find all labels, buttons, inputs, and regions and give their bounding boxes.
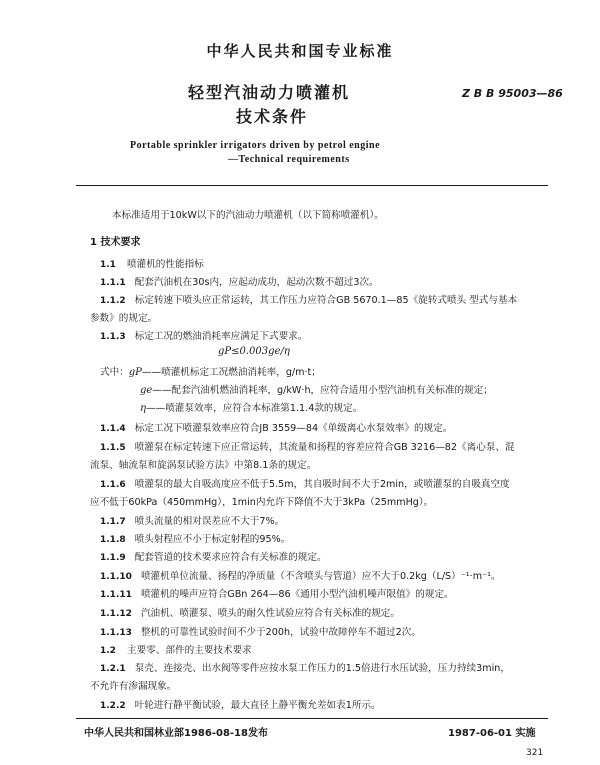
english-title-line1: Portable sprinkler irrigators driven by petrol engine	[130, 140, 381, 151]
clause-text: 标定工况下喷灌泵效率应符合JB 3559—84《单级离心水泵效率》的规定。	[134, 423, 453, 434]
clause-text: 配套汽油机在30s内，应起动成功，起动次数不超过3次。	[134, 277, 379, 288]
standard-title-line2: 技术条件	[236, 107, 309, 126]
clause-number: 1.1.8	[100, 535, 126, 545]
clause-1-1-1	[100, 274, 379, 288]
clause-1-1-9	[100, 549, 327, 563]
clause-text: 喷灌机的噪声应符合GBn 264—86《通用小型汽油机噪声限值》的规定。	[140, 589, 454, 600]
footer-divider	[76, 718, 548, 719]
clause-text: 喷灌机单位流量、扬程的净质量（不含喷头与管道）应不大于0.2kg（L/S）⁻¹·m⁻¹。	[140, 571, 501, 582]
clause-text: 标定转速下喷头应正常运转，其工作压力应符合GB 5670.1—85《旋转式喷头 型式与基本	[134, 295, 518, 306]
clause-number: 1.1.12	[100, 609, 132, 619]
symbol: η	[140, 403, 146, 414]
clause-text: 泵壳、连接壳、出水阀等零件应按水泵工作压力的1.5倍进行水压试验，压力持续3min，	[134, 663, 510, 674]
intro-paragraph: 本标准适用于10kW以下的汽油动力喷灌机（以下简称喷灌机）。	[112, 210, 384, 221]
clause-1-2	[100, 642, 252, 656]
clause-number: 1.1.2	[100, 296, 126, 306]
fuel-consumption-formula: gP≤0.003ge/η	[218, 346, 290, 357]
clause-number: 1.1.11	[100, 590, 132, 600]
clause-number: 1.1.4	[100, 424, 126, 434]
clause-text: 汽油机、喷灌泵、喷头的耐久性试验应符合有关标准的规定。	[140, 608, 400, 619]
symbol: gP	[128, 367, 142, 378]
clause-text: 喷灌泵在标定转速下应正常运转，其流量和扬程的容差应符合GB 3216—82《离心泵、混	[134, 442, 515, 453]
english-title-line2: —Technical requirements	[228, 154, 350, 165]
definition: ——喷灌泵效率，应符合本标准第1.1.4款的规定。	[146, 403, 363, 414]
clause-number: 1.1.1	[100, 278, 126, 288]
clause-1-2-2	[100, 697, 381, 711]
clause-1-1-10	[100, 568, 501, 582]
clause-number: 1.1	[100, 260, 116, 270]
clause-1-1-5	[100, 439, 515, 453]
where-line-1	[100, 364, 321, 378]
clause-number: 1.1.5	[100, 443, 126, 453]
clause-text: 标定工况的燃油消耗率应满足下式要求。	[134, 331, 308, 342]
section-1-heading: 1 技术要求	[90, 237, 141, 248]
definition: ——喷灌机标定工况燃油消耗率，g/m·t；	[141, 367, 321, 378]
clause-1-1-13	[100, 624, 421, 638]
clause-number: 1.1.10	[100, 572, 132, 582]
clause-number: 1.1.7	[100, 517, 126, 527]
header-title: 中华人民共和国专业标准	[206, 42, 394, 60]
clause-text: 配套管道的技术要求应符合有关标准的规定。	[134, 552, 327, 563]
clause-continuation: 应不低于60kPa（450mmHg），1min内允许下降值不大于3kPa（25mmHg）。	[90, 497, 434, 508]
clause-number: 1.1.3	[100, 332, 126, 342]
clause-number: 1.2.2	[100, 701, 126, 711]
clause-continuation: 不允许有渗漏现象。	[90, 681, 177, 692]
clause-continuation: 参数》的规定。	[90, 313, 158, 324]
clause-number: 1.1.9	[100, 553, 126, 563]
clause-1-1-2	[100, 292, 517, 306]
clause-continuation: 流泵、轴流泵和旋涡泵试验方法》中第8.1条的规定。	[90, 460, 317, 471]
clause-1-1-6	[100, 476, 510, 490]
clause-number: 1.2	[100, 646, 116, 656]
standard-title-line1: 轻型汽油动力喷灌机	[188, 83, 351, 102]
clause-number: 1.1.6	[100, 480, 126, 490]
clause-text: 主要零、部件的主要技术要求	[127, 645, 252, 656]
page-number: 321	[526, 748, 544, 758]
clause-text: 喷灌泵的最大自吸高度应不低于5.5m，其自吸时间不大于2min，或喷灌泵的自吸真空度	[134, 479, 510, 490]
clause-text: 喷灌机的性能指标	[127, 259, 204, 270]
clause-text: 喷头射程应不小于标定射程的95%。	[134, 534, 291, 545]
header-divider	[76, 185, 548, 186]
where-line-2	[140, 382, 493, 396]
clause-1-1-3	[100, 328, 307, 342]
issuer-line: 中华人民共和国林业部1986-08-18发布	[84, 728, 268, 739]
clause-1-1-7	[100, 513, 284, 527]
clause-1-2-1	[100, 660, 510, 674]
clause-1-1	[100, 256, 204, 270]
clause-number: 1.1.13	[100, 628, 132, 638]
definition: ——配套汽油机燃油消耗率，g/kW·h，应符合适用小型汽油机有关标准的规定；	[152, 385, 493, 396]
clause-text: 整机的可靠性试验时间不少于200h，试验中故障停车不超过2次。	[140, 627, 421, 638]
standard-code: Z B B 95003—86	[462, 87, 563, 100]
effective-date: 1987-06-01 实施	[448, 728, 536, 739]
where-line-3	[140, 400, 362, 414]
clause-number: 1.2.1	[100, 664, 126, 674]
clause-1-1-4	[100, 420, 452, 434]
symbol: ge	[140, 385, 153, 396]
clause-text: 喷头流量的相对误差应不大于7%。	[134, 516, 285, 527]
clause-text: 叶轮进行静平衡试验，最大直径上静平衡允差如表1所示。	[134, 700, 381, 711]
clause-1-1-12	[100, 605, 400, 619]
where-prefix: 式中：	[100, 367, 129, 378]
clause-1-1-8	[100, 531, 290, 545]
clause-1-1-11	[100, 586, 454, 600]
